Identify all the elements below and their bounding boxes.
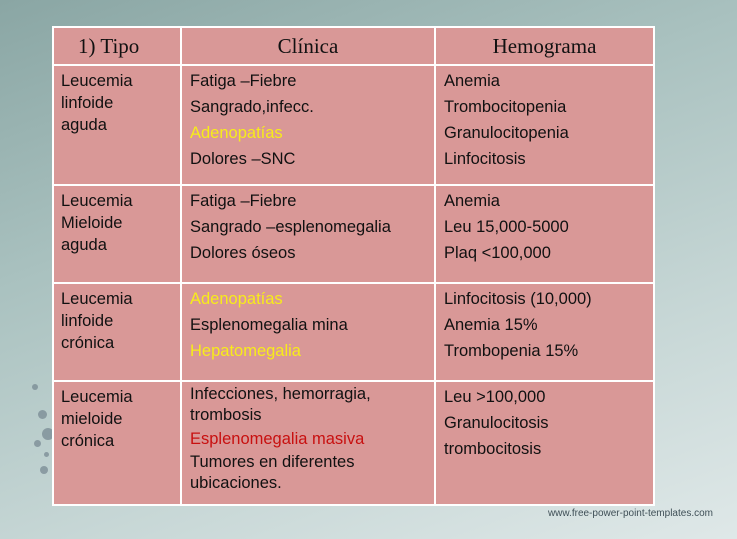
header-clinica: Clínica xyxy=(181,27,435,65)
header-hemograma: Hemograma xyxy=(435,27,654,65)
hemograma-line: Plaq <100,000 xyxy=(444,244,551,262)
clinica-line-highlight: Esplenomegalia masiva xyxy=(190,430,365,448)
clinica-line: Sangrado –esplenomegalia xyxy=(190,218,391,236)
tipo-line: Leucemia xyxy=(61,388,133,406)
clinica-line: Fatiga –Fiebre xyxy=(190,192,297,210)
leukemia-table xyxy=(52,26,655,504)
hemograma-line: Linfocitosis (10,000) xyxy=(444,290,592,308)
hemograma-line: Leu >100,000 xyxy=(444,388,546,406)
clinica-line: Tumores en diferentes ubicaciones. xyxy=(190,453,355,492)
tipo-line: Leucemia xyxy=(61,290,133,308)
clinica-cell xyxy=(181,283,435,381)
hemograma-line: Trombocitopenia xyxy=(444,98,567,116)
tipo-cell xyxy=(53,381,181,505)
tipo-line: crónica xyxy=(61,334,115,352)
table-row xyxy=(53,381,654,505)
hemograma-line: Leu 15,000-5000 xyxy=(444,218,569,236)
clinica-line: Infecciones, hemorragia, trombosis xyxy=(190,385,371,424)
tipo-cell xyxy=(53,283,181,381)
clinica-line-highlight: Adenopatías xyxy=(190,290,283,308)
tipo-cell xyxy=(53,185,181,283)
hemograma-line: trombocitosis xyxy=(444,440,542,458)
hemograma-line: Trombopenia 15% xyxy=(444,342,579,360)
table-row xyxy=(53,65,654,185)
tipo-line: mieloide xyxy=(61,410,123,428)
hemograma-line: Granulocitosis xyxy=(444,414,549,432)
clinica-line: Dolores óseos xyxy=(190,244,296,262)
clinica-line: Dolores –SNC xyxy=(190,150,296,168)
hemograma-line: Anemia 15% xyxy=(444,316,538,334)
tipo-line: aguda xyxy=(61,236,107,254)
hemograma-line: Anemia xyxy=(444,192,500,210)
hemograma-line: Linfocitosis xyxy=(444,150,526,168)
clinica-line: Fatiga –Fiebre xyxy=(190,72,297,90)
tipo-cell xyxy=(53,65,181,185)
tipo-line: Leucemia xyxy=(61,192,133,210)
hemograma-cell xyxy=(435,283,654,381)
hemograma-line: Anemia xyxy=(444,72,500,90)
table-row xyxy=(53,185,654,283)
clinica-cell xyxy=(181,65,435,185)
tipo-line: Mieloide xyxy=(61,214,123,232)
clinica-line: Sangrado,infecc. xyxy=(190,98,314,116)
table-header-row xyxy=(53,27,654,65)
clinica-line-highlight: Adenopatías xyxy=(190,124,283,142)
hemograma-line: Granulocitopenia xyxy=(444,124,569,142)
tipo-line: linfoide xyxy=(61,312,114,330)
clinica-cell xyxy=(181,381,435,505)
hemograma-cell xyxy=(435,381,654,505)
table-row xyxy=(53,283,654,381)
hemograma-cell xyxy=(435,185,654,283)
header-tipo: 1) Tipo xyxy=(53,27,181,65)
tipo-line: linfoide xyxy=(61,94,114,112)
tipo-line: aguda xyxy=(61,116,107,134)
tipo-line: Leucemia xyxy=(61,72,133,90)
clinica-line-highlight: Hepatomegalia xyxy=(190,342,301,360)
clinica-cell xyxy=(181,185,435,283)
tipo-line: crónica xyxy=(61,432,115,450)
footer-watermark: www.free-power-point-templates.com xyxy=(547,508,713,519)
clinica-line: Esplenomegalia mina xyxy=(190,316,348,334)
hemograma-cell xyxy=(435,65,654,185)
